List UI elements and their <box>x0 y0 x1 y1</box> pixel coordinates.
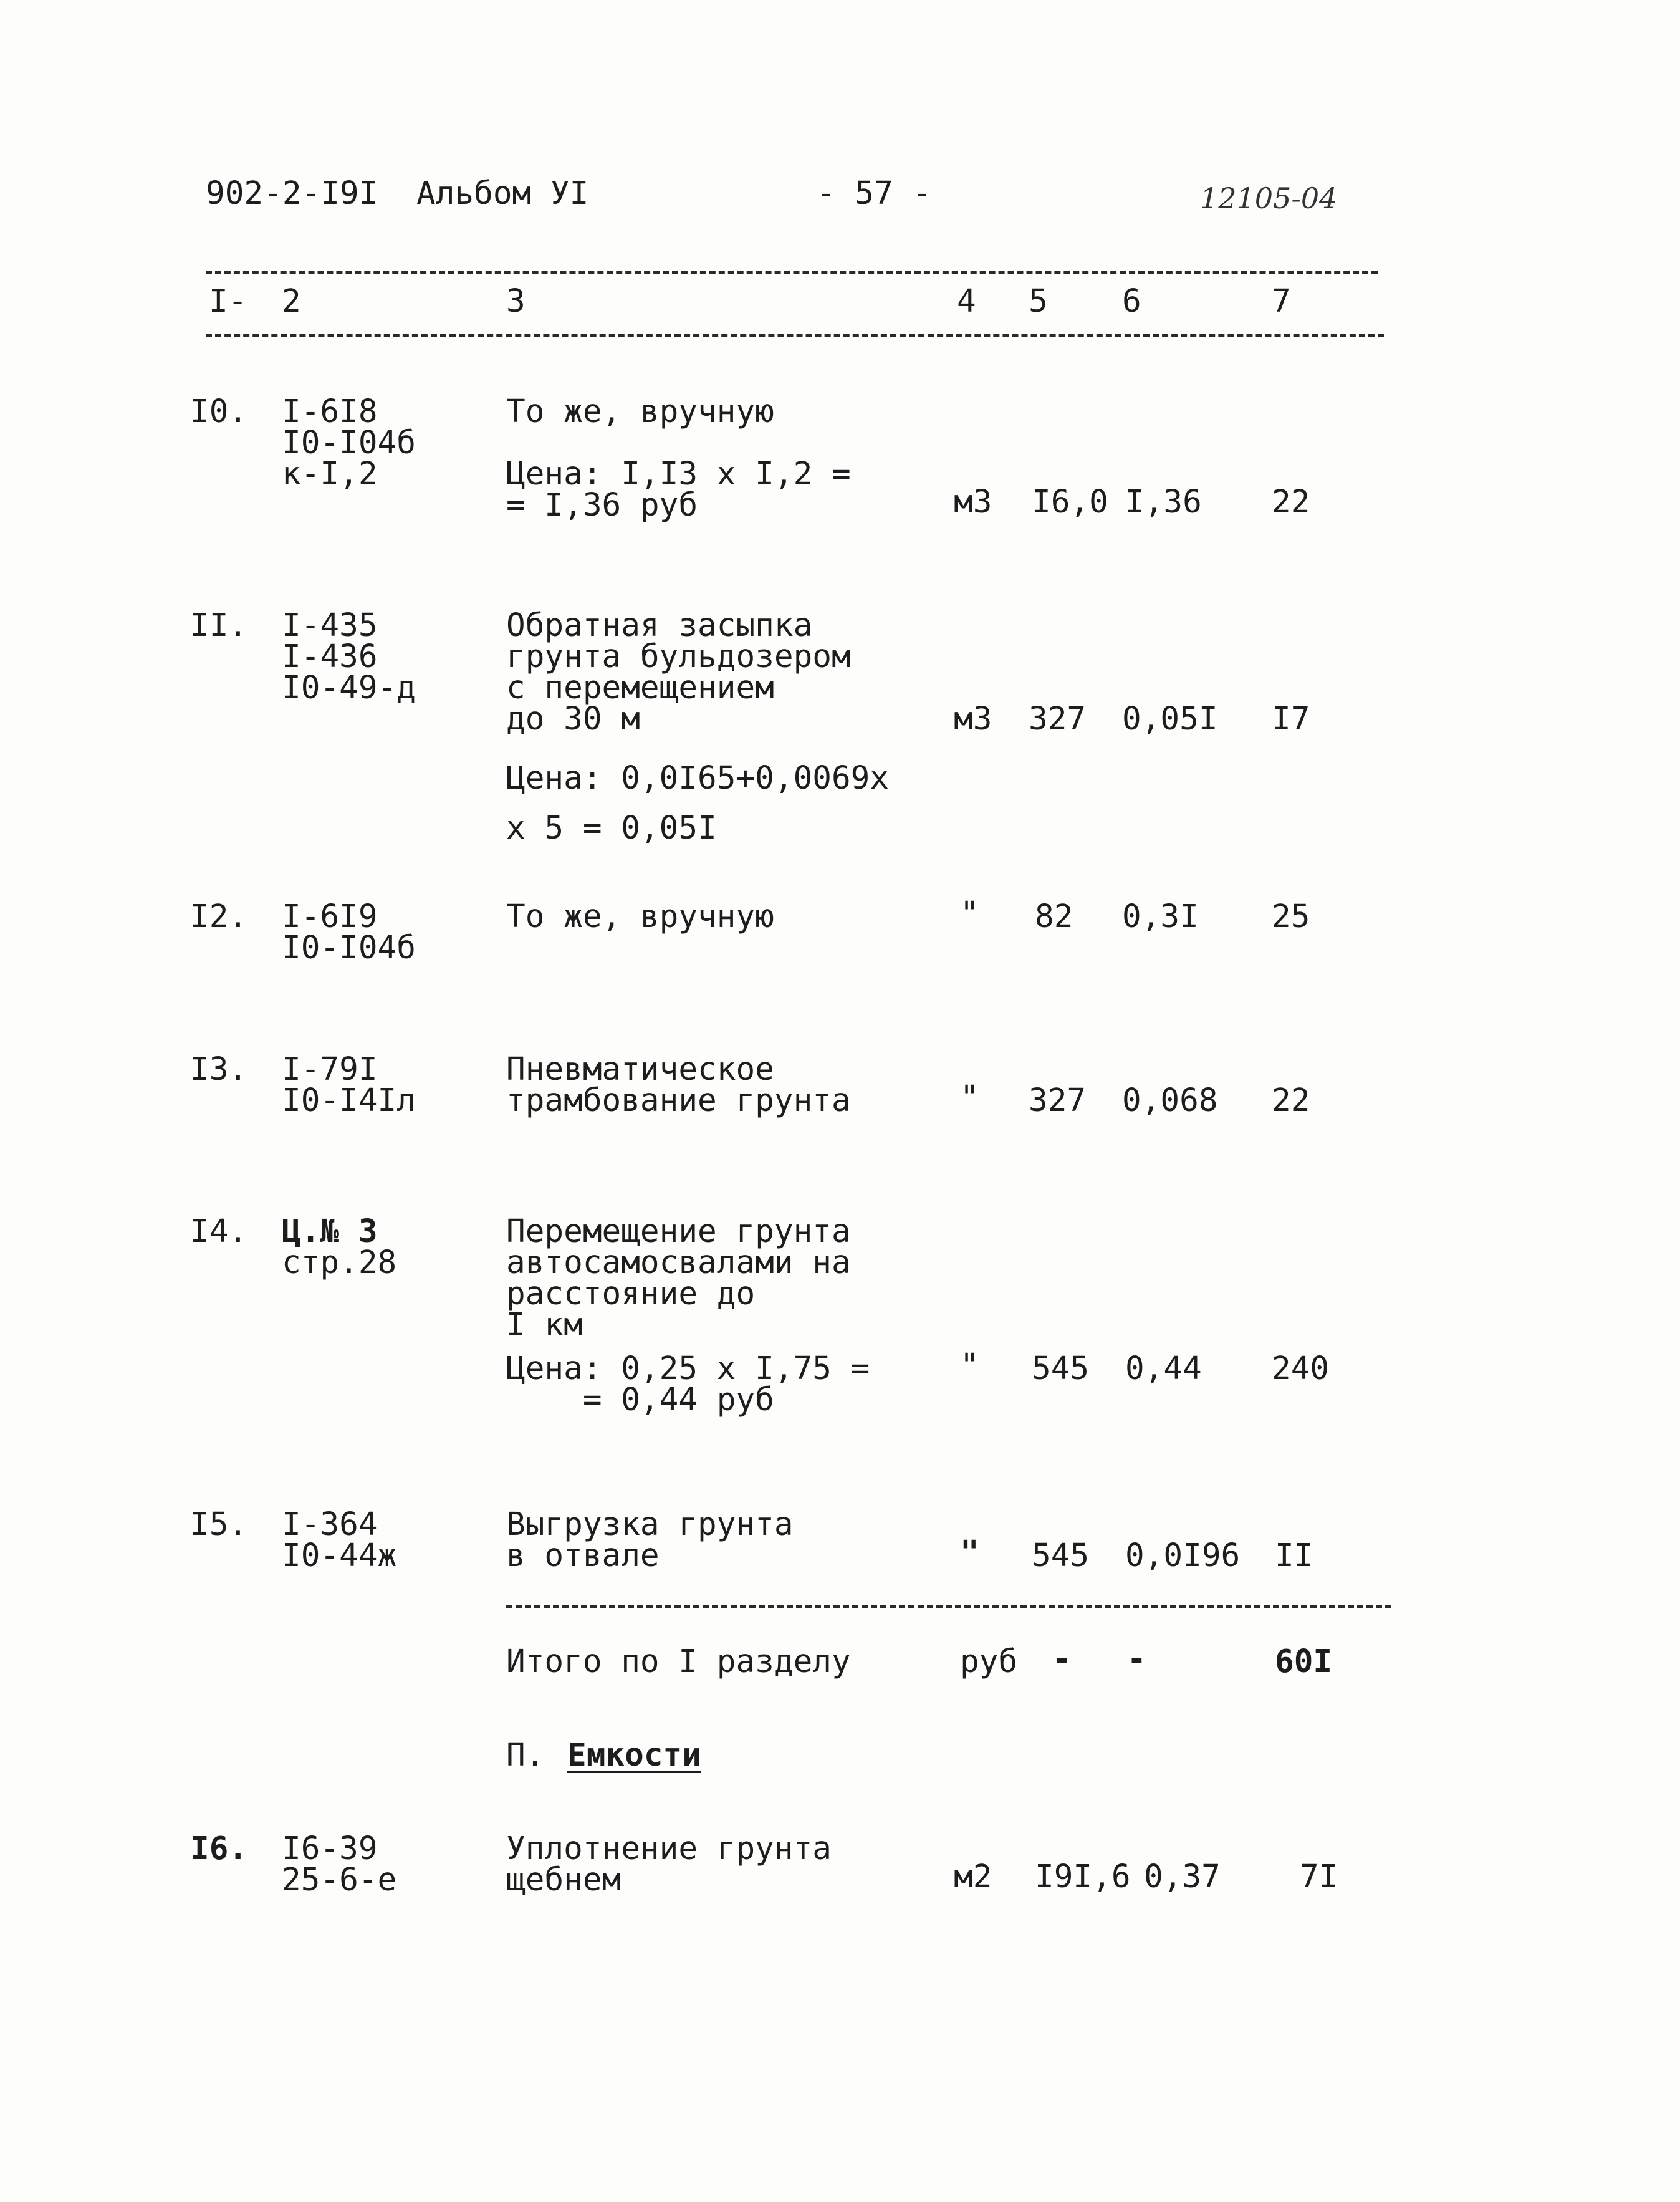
row-unit: м3 <box>954 484 992 521</box>
row-number: I0. <box>190 393 248 430</box>
row-number: I6. <box>190 1830 248 1867</box>
row-code: к-I,2 <box>282 456 378 493</box>
subtotal-label: Итого по I разделу <box>506 1643 851 1680</box>
subtotal-quantity: - <box>1052 1641 1072 1678</box>
row-code: I6-39 <box>282 1830 378 1867</box>
handwritten-inventory-number: 12105-04 <box>1200 181 1338 215</box>
row-unit-price: 0,0I96 <box>1125 1537 1241 1574</box>
row-total: 240 <box>1272 1350 1330 1387</box>
row-description: трамбование грунта <box>506 1082 851 1119</box>
column-1-header: I- <box>209 283 247 320</box>
row-unit-price: 0,37 <box>1144 1858 1221 1895</box>
row-quantity: 327 <box>1029 1082 1087 1119</box>
row-code: I-364 <box>282 1506 378 1543</box>
row-quantity: 327 <box>1029 701 1087 738</box>
row-unit: м2 <box>954 1858 992 1895</box>
row-description: Обратная засыпка <box>506 607 813 644</box>
column-2-header: 2 <box>282 283 301 320</box>
row-price-calc: Цена: 0,25 x I,75 = <box>506 1350 870 1387</box>
column-5-header: 5 <box>1029 283 1048 320</box>
row-price-calc: Цена: 0,0I65+0,0069x <box>506 760 890 797</box>
row-number: I2. <box>190 898 248 935</box>
album-label: Альбом УI <box>416 175 589 212</box>
row-quantity: 545 <box>1032 1537 1090 1574</box>
header-top-rule <box>206 271 1378 274</box>
row-code: I-79I <box>282 1051 378 1088</box>
column-6-header: 6 <box>1122 283 1141 320</box>
section-title: Емкости <box>567 1737 701 1774</box>
row-total: 7I <box>1300 1858 1338 1895</box>
column-4-header: 4 <box>957 283 976 320</box>
row-quantity: 82 <box>1035 898 1073 935</box>
row-unit: " <box>960 895 979 932</box>
row-description: автосамосвалами на <box>506 1244 851 1281</box>
row-price-calc: x 5 = 0,05I <box>506 810 717 847</box>
row-description: То же, вручную <box>506 898 774 935</box>
column-3-header: 3 <box>506 283 526 320</box>
row-quantity: 545 <box>1032 1350 1090 1387</box>
row-unit-price: I,36 <box>1125 484 1202 521</box>
row-number: I3. <box>190 1051 248 1088</box>
row-code: I0-I04б <box>282 930 416 966</box>
subtotal-unit-price: - <box>1127 1641 1146 1678</box>
row-code: I0-44ж <box>282 1537 397 1574</box>
row-code: I-436 <box>282 638 378 675</box>
row-unit: " <box>960 1534 979 1571</box>
subtotal-unit: руб <box>960 1643 1018 1680</box>
row-unit: м3 <box>954 701 992 738</box>
row-total: II <box>1275 1537 1313 1574</box>
row-code: I-435 <box>282 607 378 644</box>
row-description: I км <box>506 1307 583 1344</box>
row-code: стр.28 <box>282 1244 397 1281</box>
row-description: Перемещение грунта <box>506 1213 851 1250</box>
row-description: Уплотнение грунта <box>506 1830 832 1867</box>
row-number: I5. <box>190 1506 248 1543</box>
row-unit-price: 0,05I <box>1122 701 1218 738</box>
header-bottom-rule <box>206 334 1384 337</box>
row-code: I-6I9 <box>282 898 378 935</box>
document-code: 902-2-I9I <box>206 175 378 212</box>
row-total: I7 <box>1272 701 1310 738</box>
row-number: I4. <box>190 1213 248 1250</box>
subtotal-total: 60I <box>1275 1643 1333 1680</box>
row-code: I0-49-д <box>282 670 416 706</box>
row-price-calc: = I,36 руб <box>506 487 698 524</box>
row-code: I-6I8 <box>282 393 378 430</box>
row-total: 25 <box>1272 898 1310 935</box>
section-number: П. <box>506 1737 545 1774</box>
column-7-header: 7 <box>1272 283 1291 320</box>
row-price-calc: Цена: I,I3 x I,2 = <box>506 456 851 493</box>
row-code: I0-I4Iл <box>282 1082 416 1119</box>
row-code: I0-I04б <box>282 425 416 461</box>
row-quantity: I9I,6 <box>1035 1858 1131 1895</box>
row-quantity: I6,0 <box>1032 484 1108 521</box>
row-unit: " <box>960 1079 979 1116</box>
row-code: Ц.№ 3 <box>282 1213 378 1250</box>
row-unit: " <box>960 1347 979 1384</box>
row-unit-price: 0,3I <box>1122 898 1199 935</box>
subtotal-rule <box>506 1605 1391 1608</box>
row-price-calc: = 0,44 руб <box>506 1382 774 1418</box>
row-description: Пневматическое <box>506 1051 774 1088</box>
row-code: 25-6-е <box>282 1862 397 1898</box>
row-description: до 30 м <box>506 701 640 738</box>
row-total: 22 <box>1272 484 1310 521</box>
row-unit-price: 0,44 <box>1125 1350 1202 1387</box>
row-description: с перемещением <box>506 670 774 706</box>
row-unit-price: 0,068 <box>1122 1082 1218 1119</box>
row-number: II. <box>190 607 248 644</box>
row-description: в отвале <box>506 1537 660 1574</box>
row-description: Выгрузка грунта <box>506 1506 794 1543</box>
row-description: расстояние до <box>506 1276 756 1312</box>
page-number: - 57 - <box>817 175 932 212</box>
row-description: щебнем <box>506 1862 622 1898</box>
row-description: То же, вручную <box>506 393 774 430</box>
row-total: 22 <box>1272 1082 1310 1119</box>
row-description: грунта бульдозером <box>506 638 851 675</box>
